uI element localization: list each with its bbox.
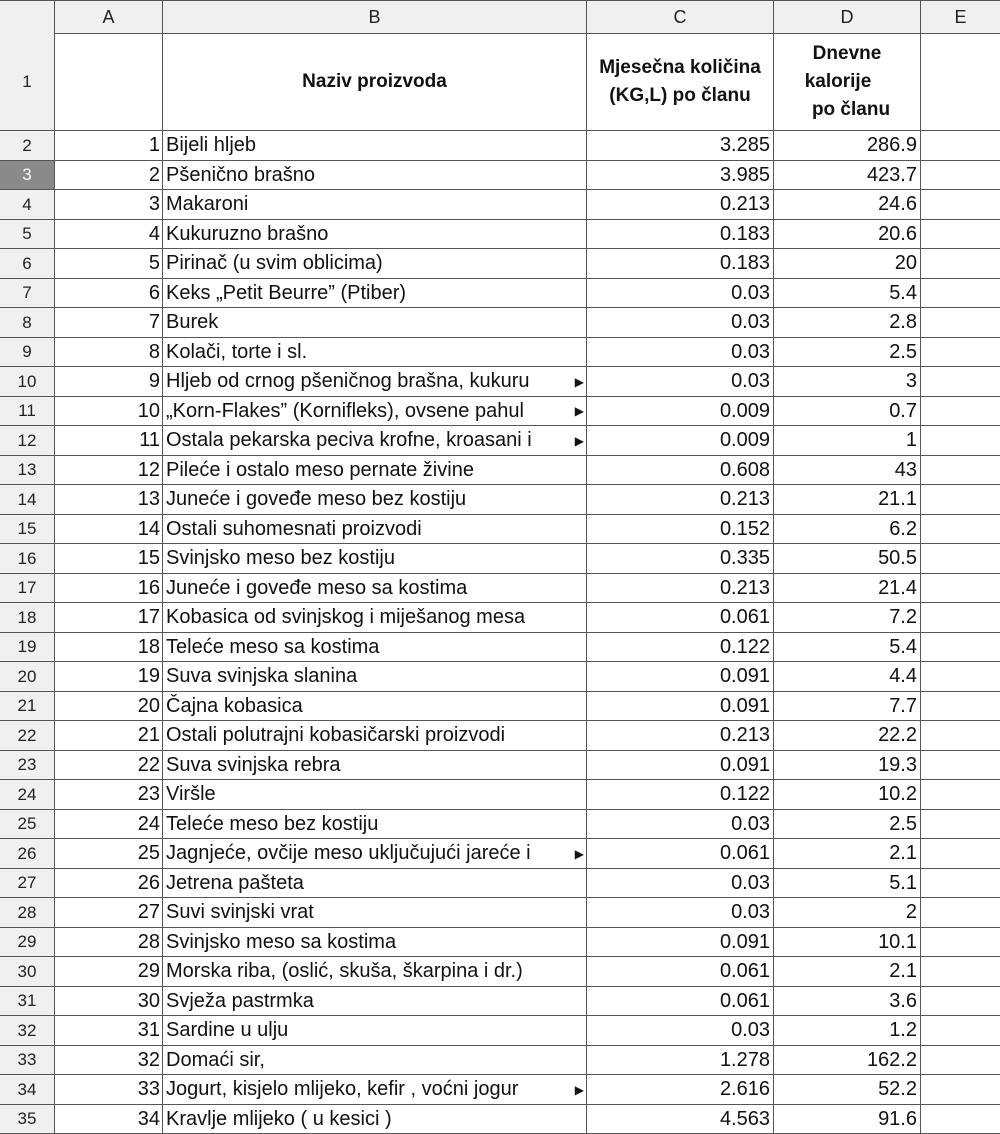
cell-daily-calories[interactable]: 7.2	[774, 603, 921, 633]
row-header[interactable]: 28	[0, 898, 55, 928]
table-row	[0, 928, 1000, 957]
cell-empty-e[interactable]	[921, 515, 1000, 544]
cell-daily-calories[interactable]: 20.6	[774, 220, 921, 249]
cell-product-name[interactable]	[163, 190, 587, 220]
cell-monthly-quantity[interactable]: 0.061	[587, 957, 774, 987]
row-header[interactable]: 4	[0, 190, 55, 220]
cell-index[interactable]: 29	[55, 957, 163, 987]
row-header[interactable]: 27	[0, 869, 55, 898]
cell-index[interactable]: 21	[55, 721, 163, 751]
cell-product-name[interactable]	[163, 485, 587, 515]
table-header-row	[0, 33, 1000, 131]
cell-product-name[interactable]	[163, 161, 587, 190]
cell-product-name-text: Svinjsko meso bez kostiju	[166, 547, 395, 569]
row-header[interactable]: 11	[0, 397, 55, 426]
row-header[interactable]: 14	[0, 485, 55, 515]
cell-monthly-quantity[interactable]: 0.213	[587, 485, 774, 515]
table-row	[0, 426, 1000, 456]
cell-product-name[interactable]	[163, 544, 587, 574]
cell-product-name[interactable]	[163, 957, 587, 987]
cell-empty-e[interactable]	[921, 780, 1000, 810]
cell-product-name[interactable]	[163, 721, 587, 751]
cell-daily-calories[interactable]: 2.8	[774, 308, 921, 338]
column-header-d[interactable]: D	[774, 1, 921, 34]
cell-index[interactable]: 11	[55, 426, 163, 456]
row-header[interactable]: 3	[0, 161, 55, 190]
row-header[interactable]: 15	[0, 515, 55, 544]
cell-daily-calories[interactable]: 3	[774, 367, 921, 397]
cell-monthly-quantity[interactable]: 0.03	[587, 367, 774, 397]
table-row	[0, 397, 1000, 426]
table-row	[0, 515, 1000, 544]
cell-product-name[interactable]	[163, 1075, 587, 1105]
row-header[interactable]: 35	[0, 1105, 55, 1134]
cell-product-name-text: Kobasica od svinjskog i miješanog mesa	[166, 606, 526, 628]
cell-index[interactable]: 27	[55, 898, 163, 928]
cell-monthly-quantity[interactable]: 0.061	[587, 839, 774, 869]
cell-index[interactable]: 19	[55, 662, 163, 692]
cell-empty-e[interactable]	[921, 131, 1000, 161]
table-row	[0, 1016, 1000, 1046]
cell-index[interactable]: 18	[55, 633, 163, 662]
cell-index[interactable]: 1	[55, 131, 163, 161]
cell-daily-calories[interactable]: 7.7	[774, 692, 921, 721]
cell-empty-e[interactable]	[921, 1046, 1000, 1075]
table-row	[0, 721, 1000, 751]
cell-monthly-quantity[interactable]: 0.152	[587, 515, 774, 544]
row-header[interactable]: 17	[0, 574, 55, 603]
cell-daily-calories[interactable]: 162.2	[774, 1046, 921, 1075]
row-header[interactable]: 8	[0, 308, 55, 338]
row-header[interactable]: 34	[0, 1075, 55, 1105]
cell-index[interactable]: 20	[55, 692, 163, 721]
cell-daily-calories[interactable]: 1.2	[774, 1016, 921, 1046]
cell-product-name[interactable]	[163, 1016, 587, 1046]
cell-index[interactable]: 22	[55, 751, 163, 780]
cell-product-name[interactable]	[163, 751, 587, 780]
overflow-arrow-icon: ▶	[574, 404, 584, 418]
overflow-arrow-icon: ▶	[574, 846, 584, 861]
table-row	[0, 308, 1000, 338]
cell-daily-calories[interactable]: 5.4	[774, 633, 921, 662]
cell-empty-e[interactable]	[921, 367, 1000, 397]
cell-daily-calories[interactable]: 10.2	[774, 780, 921, 810]
table-row	[0, 574, 1000, 603]
row-header[interactable]: 9	[0, 338, 55, 367]
cell-index[interactable]: 12	[55, 456, 163, 485]
header-daily-calories[interactable]	[774, 33, 921, 131]
cell-product-name-text: Suva svinjska slanina	[166, 665, 358, 687]
cell-monthly-quantity[interactable]: 3.285	[587, 131, 774, 161]
row-header[interactable]: 19	[0, 633, 55, 662]
cell-monthly-quantity[interactable]: 0.03	[587, 1016, 774, 1046]
cell-product-name[interactable]	[163, 574, 587, 603]
row-header[interactable]: 32	[0, 1016, 55, 1046]
cell-empty-e[interactable]	[921, 810, 1000, 839]
cell-monthly-quantity[interactable]: 1.278	[587, 1046, 774, 1075]
row-header[interactable]: 23	[0, 751, 55, 780]
column-header-e[interactable]: E	[921, 1, 1000, 34]
table-row	[0, 957, 1000, 987]
cell-monthly-quantity[interactable]: 0.091	[587, 662, 774, 692]
cell-daily-calories[interactable]: 4.4	[774, 662, 921, 692]
row-header[interactable]: 10	[0, 367, 55, 397]
row-header[interactable]: 20	[0, 662, 55, 692]
cell-daily-calories[interactable]: 2.5	[774, 810, 921, 839]
row-header[interactable]: 7	[0, 279, 55, 308]
table-row	[0, 249, 1000, 279]
cell-product-name-text: Svinjsko meso sa kostima	[166, 930, 397, 953]
table-row	[0, 190, 1000, 220]
row-header[interactable]: 25	[0, 810, 55, 839]
cell-product-name[interactable]	[163, 692, 587, 721]
cell-product-name-text: Teleće meso sa kostima	[166, 635, 380, 658]
table-row	[0, 780, 1000, 810]
cell-monthly-quantity[interactable]: 0.091	[587, 751, 774, 780]
cell-product-name-text: Pileće i ostalo meso pernate živine	[166, 458, 474, 481]
cell-product-name-text: Jogurt, kisjelo mlijeko, kefir , voćni jogur	[166, 1078, 519, 1100]
cell-monthly-quantity[interactable]: 0.091	[587, 692, 774, 721]
cell-daily-calories[interactable]: 2.1	[774, 839, 921, 869]
header-monthly-quantity[interactable]: Mjesečna količina (KG,L) po članu	[587, 33, 774, 131]
cell-empty-e[interactable]	[921, 869, 1000, 898]
table-row	[0, 692, 1000, 721]
table-row	[0, 279, 1000, 308]
cell-product-name-text: Juneće i goveđe meso sa kostima	[166, 576, 468, 599]
row-header[interactable]: 18	[0, 603, 55, 633]
cell-empty-e[interactable]	[921, 751, 1000, 780]
header-cell-e[interactable]	[921, 33, 1000, 131]
cell-empty-e[interactable]	[921, 397, 1000, 426]
cell-daily-calories[interactable]: 286.9	[774, 131, 921, 161]
cell-product-name-text: Kravlje mlijeko ( u kesici )	[166, 1107, 392, 1130]
cell-product-name-text: Suvi svinjski vrat	[166, 901, 314, 923]
cell-daily-calories[interactable]: 3.6	[774, 987, 921, 1016]
cell-product-name[interactable]	[163, 279, 587, 308]
column-header-c[interactable]: C	[587, 1, 774, 34]
cell-index[interactable]: 24	[55, 810, 163, 839]
header-daily-calories-line1: Dnevne	[812, 42, 882, 64]
cell-monthly-quantity[interactable]: 0.061	[587, 987, 774, 1016]
cell-product-name-text: Morska riba, (oslić, skuša, škarpina i dr.)	[166, 960, 523, 982]
cell-product-name[interactable]	[163, 780, 587, 810]
table-row	[0, 603, 1000, 633]
cell-product-name-text: Kukuruzno brašno	[166, 222, 329, 245]
cell-empty-e[interactable]	[921, 603, 1000, 633]
cell-product-name-text: Bijeli hljeb	[166, 134, 257, 156]
cell-empty-e[interactable]	[921, 190, 1000, 220]
cell-index[interactable]: 25	[55, 839, 163, 869]
table-row	[0, 161, 1000, 190]
cell-daily-calories[interactable]: 52.2	[774, 1075, 921, 1105]
cell-monthly-quantity[interactable]: 2.616	[587, 1075, 774, 1105]
cell-daily-calories[interactable]: 91.6	[774, 1105, 921, 1134]
cell-product-name-text: Ostala pekarska peciva krofne, kroasani i	[166, 429, 532, 451]
row-header[interactable]: 22	[0, 721, 55, 751]
cell-empty-e[interactable]	[921, 1016, 1000, 1046]
cell-product-name[interactable]	[163, 367, 587, 397]
cell-index[interactable]: 2	[55, 161, 163, 190]
cell-product-name-text: Teleće meso bez kostiju	[166, 812, 379, 835]
cell-daily-calories[interactable]: 2.5	[774, 338, 921, 367]
cell-daily-calories[interactable]: 1	[774, 426, 921, 456]
cell-index[interactable]: 5	[55, 249, 163, 279]
cell-product-name-text: Makaroni	[166, 193, 249, 215]
cell-index[interactable]: 33	[55, 1075, 163, 1105]
cell-empty-e[interactable]	[921, 426, 1000, 456]
cell-empty-e[interactable]	[921, 662, 1000, 692]
row-header[interactable]: 30	[0, 957, 55, 987]
cell-monthly-quantity[interactable]: 3.985	[587, 161, 774, 190]
cell-index[interactable]: 26	[55, 869, 163, 898]
cell-product-name-text: Jetrena pašteta	[166, 871, 304, 894]
cell-index[interactable]: 14	[55, 515, 163, 544]
table-row	[0, 662, 1000, 692]
table-row	[0, 1046, 1000, 1075]
cell-empty-e[interactable]	[921, 249, 1000, 279]
cell-index[interactable]: 8	[55, 338, 163, 367]
cell-index[interactable]: 23	[55, 780, 163, 810]
cell-monthly-quantity[interactable]: 0.213	[587, 721, 774, 751]
cell-product-name-text: Juneće i goveđe meso bez kostiju	[166, 488, 467, 510]
select-all-corner[interactable]	[0, 1, 55, 34]
cell-index[interactable]: 31	[55, 1016, 163, 1046]
header-daily-calories-line3: po članu	[811, 98, 891, 120]
cell-empty-e[interactable]	[921, 574, 1000, 603]
header-daily-calories-line2: kalorije	[804, 70, 872, 92]
table-row	[0, 220, 1000, 249]
column-header-row	[0, 0, 1000, 34]
cell-product-name[interactable]	[163, 928, 587, 957]
table-row	[0, 810, 1000, 839]
column-header-b[interactable]: B	[163, 1, 587, 34]
cell-daily-calories[interactable]: 20	[774, 249, 921, 279]
cell-product-name[interactable]	[163, 426, 587, 456]
cell-product-name[interactable]	[163, 131, 587, 161]
cell-empty-e[interactable]	[921, 957, 1000, 987]
cell-monthly-quantity[interactable]: 0.213	[587, 574, 774, 603]
cell-product-name[interactable]	[163, 515, 587, 544]
cell-empty-e[interactable]	[921, 898, 1000, 928]
row-header[interactable]: 33	[0, 1046, 55, 1075]
cell-product-name-text: Kolači, torte i sl.	[166, 340, 308, 363]
cell-product-name-text: Pirinač (u svim oblicima)	[166, 252, 383, 274]
table-row	[0, 987, 1000, 1016]
cell-monthly-quantity[interactable]: 0.213	[587, 190, 774, 220]
row-header[interactable]: 24	[0, 780, 55, 810]
cell-index[interactable]: 4	[55, 220, 163, 249]
cell-daily-calories[interactable]: 19.3	[774, 751, 921, 780]
cell-product-name[interactable]	[163, 898, 587, 928]
cell-empty-e[interactable]	[921, 1075, 1000, 1105]
cell-product-name-text: Ostali polutrajni kobasičarski proizvodi	[166, 724, 506, 746]
cell-monthly-quantity[interactable]: 0.03	[587, 308, 774, 338]
cell-product-name-text: Burek	[166, 311, 219, 333]
cell-empty-e[interactable]	[921, 633, 1000, 662]
cell-product-name[interactable]	[163, 603, 587, 633]
cell-empty-e[interactable]	[921, 308, 1000, 338]
cell-monthly-quantity[interactable]: 0.03	[587, 279, 774, 308]
cell-daily-calories[interactable]: 22.2	[774, 721, 921, 751]
cell-empty-e[interactable]	[921, 220, 1000, 249]
cell-product-name-text: Čajna kobasica	[166, 694, 303, 717]
cell-empty-e[interactable]	[921, 338, 1000, 367]
row-header[interactable]: 12	[0, 426, 55, 456]
cell-daily-calories[interactable]: 2	[774, 898, 921, 928]
row-header[interactable]: 5	[0, 220, 55, 249]
cell-product-name[interactable]	[163, 1046, 587, 1075]
cell-monthly-quantity[interactable]: 0.335	[587, 544, 774, 574]
overflow-arrow-icon: ▶	[574, 1082, 584, 1097]
cell-daily-calories[interactable]: 5.1	[774, 869, 921, 898]
cell-monthly-quantity[interactable]: 0.03	[587, 338, 774, 367]
cell-product-name[interactable]	[163, 987, 587, 1016]
cell-product-name-text: Suva svinjska rebra	[166, 753, 341, 776]
cell-product-name-text: Keks „Petit Beurre” (Ptiber)	[166, 281, 407, 304]
cell-product-name[interactable]	[163, 397, 587, 426]
overflow-arrow-icon: ▶	[574, 433, 584, 448]
cell-empty-e[interactable]	[921, 485, 1000, 515]
cell-empty-e[interactable]	[921, 161, 1000, 190]
row-header[interactable]: 26	[0, 839, 55, 869]
row-header[interactable]: 16	[0, 544, 55, 574]
cell-product-name-text: Svježa pastrmka	[166, 989, 314, 1012]
cell-product-name[interactable]	[163, 338, 587, 367]
table-row	[0, 751, 1000, 780]
table-row	[0, 1075, 1000, 1105]
cell-empty-e[interactable]	[921, 928, 1000, 957]
cell-index[interactable]: 13	[55, 485, 163, 515]
row-header[interactable]: 6	[0, 249, 55, 279]
cell-monthly-quantity[interactable]: 0.183	[587, 220, 774, 249]
cell-product-name[interactable]	[163, 308, 587, 338]
cell-empty-e[interactable]	[921, 456, 1000, 485]
table-row	[0, 1105, 1000, 1134]
cell-product-name-text: Jagnjeće, ovčije meso uključujući jareće i	[166, 842, 531, 864]
cell-product-name-text: Hljeb od crnog pšeničnog brašna, kukuru	[166, 370, 530, 392]
cell-product-name-text: Domaći sir,	[166, 1048, 265, 1071]
row-header[interactable]: 29	[0, 928, 55, 957]
cell-product-name-text: „Korn-Flakes” (Kornifleks), ovsene pahul	[166, 399, 524, 422]
cell-index[interactable]: 34	[55, 1105, 163, 1134]
row-header[interactable]: 21	[0, 692, 55, 721]
table-row	[0, 898, 1000, 928]
cell-monthly-quantity[interactable]: 0.03	[587, 810, 774, 839]
table-row	[0, 338, 1000, 367]
cell-index[interactable]: 7	[55, 308, 163, 338]
cell-index[interactable]: 10	[55, 397, 163, 426]
cell-daily-calories[interactable]: 2.1	[774, 957, 921, 987]
cell-product-name[interactable]	[163, 220, 587, 249]
cell-index[interactable]: 3	[55, 190, 163, 220]
cell-product-name[interactable]	[163, 456, 587, 485]
cell-monthly-quantity[interactable]: 0.091	[587, 928, 774, 957]
cell-index[interactable]: 32	[55, 1046, 163, 1075]
cell-monthly-quantity[interactable]: 4.563	[587, 1105, 774, 1134]
cell-product-name[interactable]	[163, 633, 587, 662]
cell-product-name-text: Ostali suhomesnati proizvodi	[166, 517, 422, 540]
cell-product-name-text: Pšenično brašno	[166, 163, 315, 186]
header-cell-a[interactable]	[55, 33, 163, 131]
cell-daily-calories[interactable]: 6.2	[774, 515, 921, 544]
cell-monthly-quantity[interactable]: 0.03	[587, 869, 774, 898]
table-row	[0, 131, 1000, 161]
cell-daily-calories[interactable]: 24.6	[774, 190, 921, 220]
cell-product-name[interactable]	[163, 869, 587, 898]
cell-empty-e[interactable]	[921, 987, 1000, 1016]
cell-empty-e[interactable]	[921, 1105, 1000, 1134]
row-header[interactable]: 1	[0, 33, 55, 131]
table-row	[0, 839, 1000, 869]
cell-product-name[interactable]	[163, 662, 587, 692]
cell-daily-calories[interactable]: 43	[774, 456, 921, 485]
cell-empty-e[interactable]	[921, 279, 1000, 308]
row-header[interactable]: 31	[0, 987, 55, 1016]
cell-daily-calories[interactable]: 21.4	[774, 574, 921, 603]
cell-empty-e[interactable]	[921, 544, 1000, 574]
cell-product-name[interactable]	[163, 839, 587, 869]
cell-monthly-quantity[interactable]: 0.122	[587, 780, 774, 810]
cell-index[interactable]: 15	[55, 544, 163, 574]
cell-monthly-quantity[interactable]: 0.009	[587, 426, 774, 456]
overflow-arrow-icon: ▶	[574, 374, 584, 389]
cell-product-name[interactable]	[163, 1105, 587, 1134]
cell-daily-calories[interactable]: 5.4	[774, 279, 921, 308]
cell-empty-e[interactable]	[921, 692, 1000, 721]
table-row	[0, 456, 1000, 485]
cell-index[interactable]: 17	[55, 603, 163, 633]
cell-monthly-quantity[interactable]: 0.122	[587, 633, 774, 662]
cell-monthly-quantity[interactable]: 0.608	[587, 456, 774, 485]
cell-product-name-text: Sardine u ulju	[166, 1019, 289, 1041]
cell-daily-calories[interactable]: 10.1	[774, 928, 921, 957]
header-product-name[interactable]: Naziv proizvoda	[163, 33, 587, 131]
cell-empty-e[interactable]	[921, 721, 1000, 751]
table-row	[0, 367, 1000, 397]
cell-monthly-quantity[interactable]: 0.009	[587, 397, 774, 426]
cell-product-name[interactable]	[163, 249, 587, 279]
row-header[interactable]: 13	[0, 456, 55, 485]
cell-daily-calories[interactable]: 0.7	[774, 397, 921, 426]
cell-product-name-text: Viršle	[166, 783, 216, 805]
cell-empty-e[interactable]	[921, 839, 1000, 869]
cell-daily-calories[interactable]: 423.7	[774, 161, 921, 190]
cell-monthly-quantity[interactable]: 0.03	[587, 898, 774, 928]
table-row	[0, 544, 1000, 574]
cell-daily-calories[interactable]: 50.5	[774, 544, 921, 574]
column-header-a[interactable]: A	[55, 1, 163, 34]
cell-monthly-quantity[interactable]: 0.183	[587, 249, 774, 279]
row-header[interactable]: 2	[0, 131, 55, 161]
cell-daily-calories[interactable]: 21.1	[774, 485, 921, 515]
cell-index[interactable]: 28	[55, 928, 163, 957]
cell-index[interactable]: 9	[55, 367, 163, 397]
table-row	[0, 485, 1000, 515]
cell-index[interactable]: 16	[55, 574, 163, 603]
cell-monthly-quantity[interactable]: 0.061	[587, 603, 774, 633]
cell-index[interactable]: 30	[55, 987, 163, 1016]
table-row	[0, 869, 1000, 898]
table-row	[0, 633, 1000, 662]
cell-index[interactable]: 6	[55, 279, 163, 308]
cell-product-name[interactable]	[163, 810, 587, 839]
